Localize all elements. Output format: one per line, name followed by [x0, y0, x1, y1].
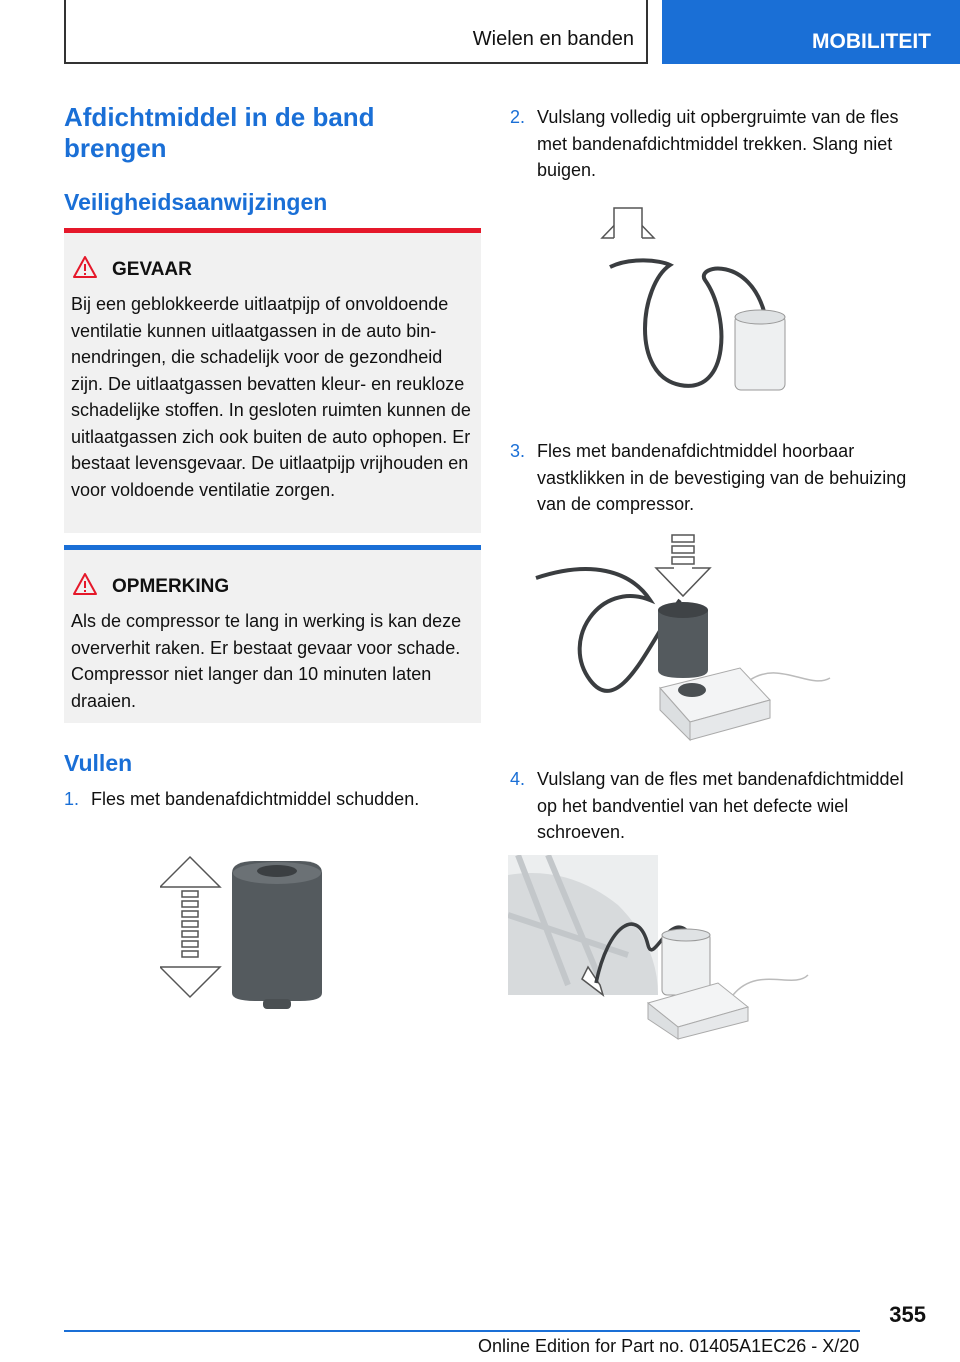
- step-text: Vulslang volledig uit opbergruimte van de fles met bandenafdichtmiddel trekken. Slang niet buigen.: [537, 107, 899, 180]
- danger-label: GEVAAR: [112, 259, 192, 280]
- safety-heading: Veiligheidsaanwijzingen: [64, 189, 328, 215]
- header-chapter-label: MOBILITEIT: [812, 30, 931, 53]
- header-section-title: Wielen en banden: [472, 28, 634, 50]
- page-number: 355: [889, 1302, 926, 1327]
- page-title: Afdichtmiddel in de band brengen: [64, 102, 375, 163]
- header-chapter-tab: [662, 0, 960, 64]
- notice-box: [64, 545, 481, 723]
- notice-text: Als de compressor te lang in werking is kan deze oververhit raken. Er bestaat gevaar voor schade. Compressor niet langer dan 10 minuten laten draaien.: [71, 611, 462, 711]
- header-section-box: [64, 0, 648, 64]
- footer-divider: [64, 1330, 860, 1332]
- step-number: 2.: [510, 107, 526, 127]
- warning-triangle-icon: [72, 572, 98, 596]
- step-number: 1.: [64, 789, 80, 809]
- notice-label: OPMERKING: [112, 576, 230, 597]
- step-number: 3.: [510, 441, 526, 461]
- danger-text: Bij een geblokkeerde uitlaatpijp of onvoldoende ventilatie kunnen uitlaatgassen in de auto binnendringen, die schadelijk voor de gezondheid zijn. De uitlaatgassen bevatten kleur- en reukloze schadelijke stoffen. In gesloten ruimten kunnen de uitlaatgassen zich ook buiten de auto ophopen. Er bestaat levensgevaar. De uitlaatpijp vrijhouden en voor voldoende ventilatie zorgen.: [71, 294, 471, 500]
- danger-box: [64, 228, 481, 533]
- step-text: Fles met bandenafdichtmiddel hoorbaar vastklikken in de bevestiging van de behuizing van de compressor.: [537, 441, 907, 514]
- step-text: Vulslang van de fles met bandenafdichtmiddel op het bandventiel van het defecte wiel schroeven.: [537, 769, 904, 842]
- hose-bottle-illustration: [600, 205, 800, 400]
- footer-edition: Online Edition for Part no. 01405A1EC26 - X/20: [478, 1336, 860, 1356]
- step-text: Fles met bandenafdichtmiddel schudden.: [91, 789, 420, 809]
- warning-triangle-icon: [72, 255, 98, 279]
- step-number: 4.: [510, 769, 526, 789]
- bottle-on-compressor-illustration: [530, 530, 850, 745]
- fill-heading: Vullen: [64, 750, 133, 776]
- wheel-valve-illustration: [508, 855, 820, 1045]
- shake-bottle-illustration: [160, 855, 340, 1015]
